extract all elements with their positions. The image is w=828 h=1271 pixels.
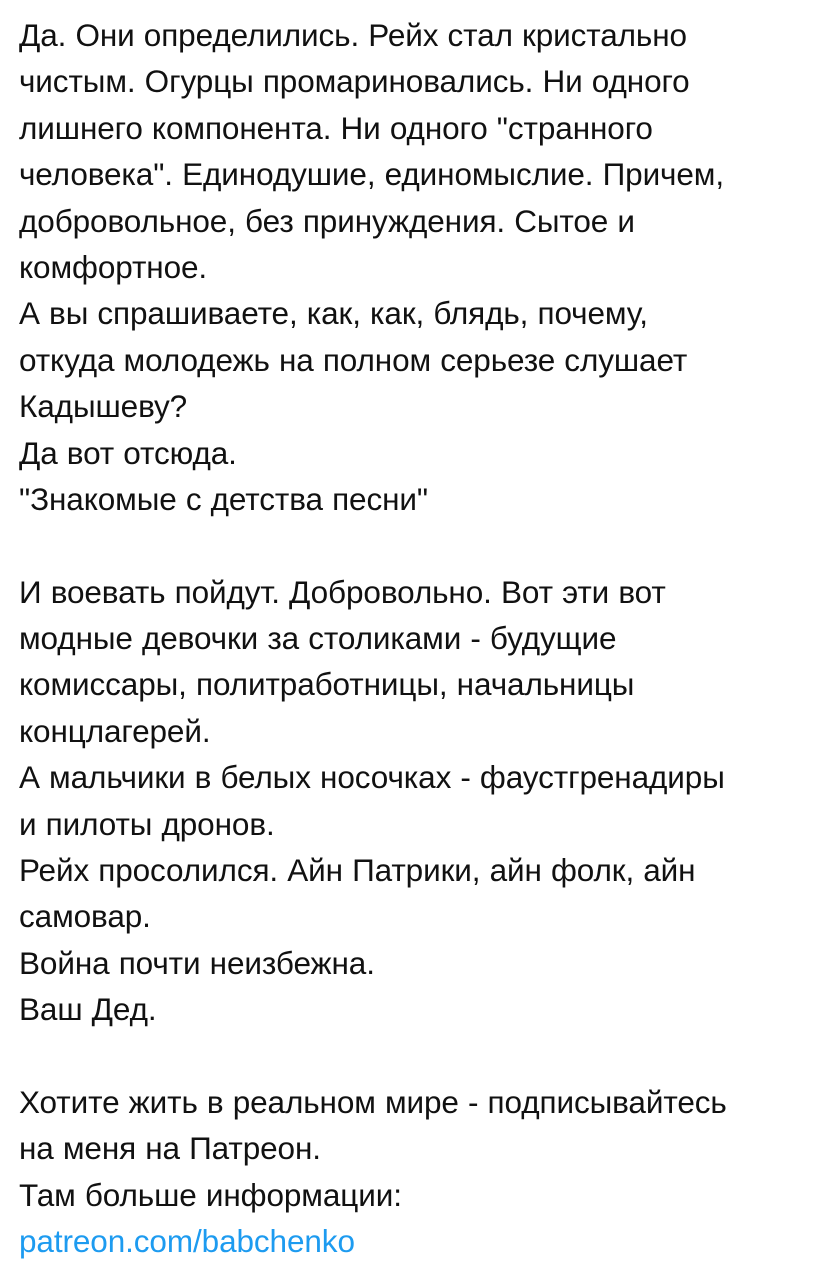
patreon-link[interactable]: patreon.com/babchenko xyxy=(19,1223,355,1260)
post-text-line: добровольное, без принуждения. Сытое и xyxy=(19,202,635,239)
paragraph-gap xyxy=(19,1033,819,1079)
post-text-line: концлагерей. xyxy=(19,712,211,749)
post-text-line: Хотите жить в реальном мире - подписывайтесь xyxy=(19,1083,727,1120)
post-text-line: Рейх просолился. Айн Патрики, айн фолк, айн xyxy=(19,852,696,889)
post-text-line: И воевать пойдут. Добровольно. Вот эти вот xyxy=(19,573,666,610)
post-text-line: Кадышеву? xyxy=(19,388,188,425)
post-text-line: откуда молодежь на полном серьезе слушает xyxy=(19,341,688,378)
post-text-line: и пилоты дронов. xyxy=(19,805,275,842)
post-text-line: Да. Они определились. Рейх стал кристально xyxy=(19,17,687,53)
paragraph-gap xyxy=(19,522,819,568)
post-text-line: чистым. Огурцы промариновались. Ни одного xyxy=(19,63,690,100)
post-text-line: комиссары, политработницы, начальницы xyxy=(19,666,635,703)
post-text-line: Ваш Дед. xyxy=(19,991,157,1028)
post-text-line: Да вот отсюда. xyxy=(19,434,237,471)
post-text-line: комфортное. xyxy=(19,248,208,285)
patreon-link-line xyxy=(19,1218,819,1264)
post-text-line: на меня на Патреон. xyxy=(19,1130,321,1167)
post-text-line: самовар. xyxy=(19,898,151,935)
post-text-line: модные девочки за столиками - будущие xyxy=(19,620,617,657)
post-text-line: А вы спрашиваете, как, как, блядь, почему, xyxy=(19,295,648,332)
post-text-line: Там больше информации: xyxy=(19,1176,402,1213)
post-body xyxy=(19,12,819,1265)
post-text-line: Война почти неизбежна. xyxy=(19,944,375,981)
post-text-line: человека". Единодушие, единомыслие. Причем, xyxy=(19,156,724,193)
post-text-line: А мальчики в белых носочках - фаустгренадиры xyxy=(19,759,725,796)
post-text-line: лишнего компонента. Ни одного "странного xyxy=(19,109,653,146)
post-text-line: "Знакомые с детства песни" xyxy=(19,480,429,517)
